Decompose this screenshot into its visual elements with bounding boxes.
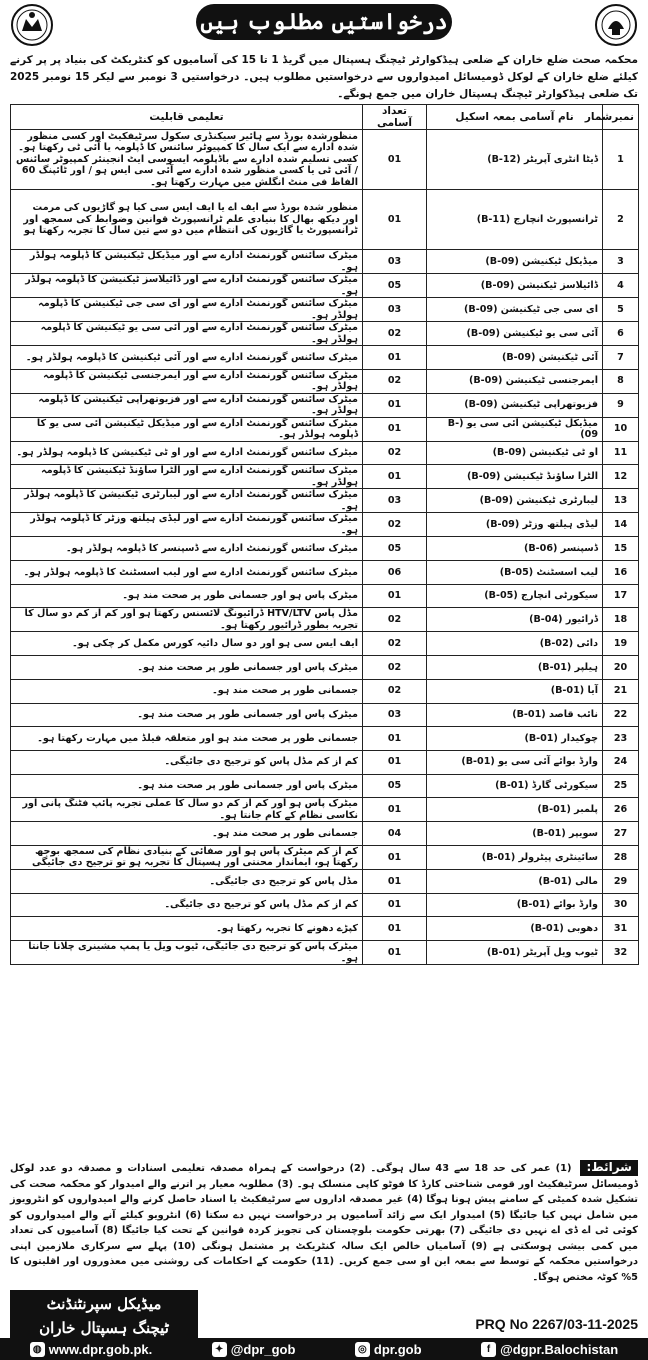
row-qualification: میٹرک پاس اور جسمانی طور پر صحت مند ہو۔ bbox=[11, 774, 363, 798]
row-serial: 21 bbox=[603, 679, 639, 703]
row-post-name: آئی ٹیکنیشن (B-09) bbox=[427, 346, 603, 370]
table-row bbox=[11, 346, 639, 370]
row-serial: 18 bbox=[603, 608, 639, 632]
table-row bbox=[11, 750, 639, 774]
table-row bbox=[11, 584, 639, 608]
row-post-name: دائی (B-02) bbox=[427, 632, 603, 656]
social-instagram-text: dpr.gob bbox=[373, 1341, 422, 1357]
table-row bbox=[11, 190, 639, 250]
row-qualification: میٹرک سائنس گورنمنٹ ادارے سے اور ڈائیلاسز ٹیکنیشن کا ڈپلومہ ہولڈر ہو۔ bbox=[11, 274, 363, 298]
row-serial: 20 bbox=[603, 656, 639, 680]
row-post-count: 01 bbox=[363, 869, 427, 893]
header-serial: نمبرشمار bbox=[603, 105, 639, 130]
row-post-count: 01 bbox=[363, 917, 427, 941]
table-row bbox=[11, 130, 639, 190]
row-post-count: 03 bbox=[363, 703, 427, 727]
row-qualification: میٹرک سائنس گورنمنٹ ادارے سے اور لیڈی ہیلتھ وزٹر کا ڈپلومہ ہولڈر ہو۔ bbox=[11, 513, 363, 537]
header-qualification: تعلیمی قابلیت bbox=[11, 105, 363, 130]
row-qualification: جسمانی طور پر صحت مند ہو اور متعلقہ فیلڈ میں مہارت رکھتا ہو۔ bbox=[11, 727, 363, 751]
row-post-name: سیکورٹی گارڈ (B-01) bbox=[427, 774, 603, 798]
row-post-name: سویپر (B-01) bbox=[427, 822, 603, 846]
row-post-name: ٹرانسپورٹ انچارج (B-11) bbox=[427, 190, 603, 250]
row-serial: 24 bbox=[603, 750, 639, 774]
table-row bbox=[11, 703, 639, 727]
row-post-name: ڈیٹا انٹری آپریٹر (B-12) bbox=[427, 130, 603, 190]
row-serial: 30 bbox=[603, 893, 639, 917]
row-qualification: میٹرک پاس ہو اور کم از کم دو سال کا عملی تجربہ پائپ فٹنگ پانی اور نکاسی نظام کے کام جانتا ہو۔ bbox=[11, 798, 363, 822]
table-row bbox=[11, 322, 639, 346]
row-qualification: میٹرک سائنس گورنمنٹ ادارے سے اور ای سی جی ٹیکنیشن کا ڈپلومہ ہولڈر ہو۔ bbox=[11, 298, 363, 322]
row-post-count: 04 bbox=[363, 822, 427, 846]
table-row bbox=[11, 893, 639, 917]
row-post-name: چوکیدار (B-01) bbox=[427, 727, 603, 751]
row-serial: 2 bbox=[603, 190, 639, 250]
row-serial: 19 bbox=[603, 632, 639, 656]
row-post-name: لیب اسسٹنٹ (B-05) bbox=[427, 561, 603, 585]
row-post-name: وارڈ بوائے (B-01) bbox=[427, 893, 603, 917]
row-post-count: 01 bbox=[363, 417, 427, 441]
facebook-icon: f bbox=[481, 1342, 496, 1357]
row-serial: 16 bbox=[603, 561, 639, 585]
social-instagram[interactable] bbox=[355, 1342, 422, 1357]
row-qualification: کم از کم میٹرک پاس ہو اور صفائی کے بنیادی نظام کی سمجھ بوجھ رکھتا ہو، ایماندار محنتی اور ہسپتال کا تجربہ ہو تو ترجیح دی جائیگی bbox=[11, 845, 363, 869]
page-title: درخواستیں مطلوب ہیں bbox=[196, 4, 452, 40]
row-serial: 10 bbox=[603, 417, 639, 441]
header-post-name: نام آسامی بمعہ اسکیل bbox=[427, 105, 603, 130]
social-bar bbox=[0, 1338, 648, 1360]
row-qualification: میٹرک پاس اور جسمانی طور پر صحت مند ہو۔ bbox=[11, 703, 363, 727]
balochistan-emblem-icon bbox=[10, 3, 54, 47]
row-serial: 29 bbox=[603, 869, 639, 893]
row-serial: 32 bbox=[603, 941, 639, 965]
row-qualification: کم از کم مڈل پاس کو ترجیح دی جائیگی۔ bbox=[11, 893, 363, 917]
row-post-name: لیڈی ہیلتھ وزٹر (B-09) bbox=[427, 513, 603, 537]
row-post-name: سائینٹری پیٹرولر (B-01) bbox=[427, 845, 603, 869]
row-serial: 7 bbox=[603, 346, 639, 370]
social-twitter-text: @dpr_gob bbox=[230, 1341, 296, 1357]
row-qualification: میٹرک سائنس گورنمنٹ ادارے سے اور آئی ٹیکنیشن کا ڈپلومہ ہولڈر ہو۔ bbox=[11, 346, 363, 370]
row-serial: 13 bbox=[603, 489, 639, 513]
table-row bbox=[11, 941, 639, 965]
row-qualification: میٹرک سائنس گورنمنٹ ادارے سے اور الٹرا ساؤنڈ ٹیکنیشن کا ڈپلومہ ہولڈر ہو۔ bbox=[11, 465, 363, 489]
row-qualification: کم از کم مڈل پاس کو ترجیح دی جائیگی۔ bbox=[11, 750, 363, 774]
globe-icon: ◍ bbox=[30, 1342, 45, 1357]
row-post-count: 05 bbox=[363, 274, 427, 298]
row-serial: 4 bbox=[603, 274, 639, 298]
row-post-name: آئی سی یو ٹیکنیشن (B-09) bbox=[427, 322, 603, 346]
table-row bbox=[11, 369, 639, 393]
table-row bbox=[11, 632, 639, 656]
table-row bbox=[11, 917, 639, 941]
row-qualification: میٹرک پاس ہو اور جسمانی طور پر صحت مند ہو۔ bbox=[11, 584, 363, 608]
row-serial: 15 bbox=[603, 537, 639, 561]
row-qualification: مڈل پاس کو ترجیح دی جائیگی۔ bbox=[11, 869, 363, 893]
row-post-name: فزیوتھراپی ٹیکنیشن (B-09) bbox=[427, 393, 603, 417]
social-twitter[interactable] bbox=[212, 1342, 296, 1357]
health-department-emblem-icon bbox=[594, 3, 638, 47]
row-post-name: لیبارٹری ٹیکنیشن (B-09) bbox=[427, 489, 603, 513]
row-serial: 17 bbox=[603, 584, 639, 608]
row-serial: 8 bbox=[603, 369, 639, 393]
row-serial: 11 bbox=[603, 441, 639, 465]
intro-text: محکمہ صحت ضلع خاران کے ضلعی ہیڈکوارٹر ٹیچنگ ہسپتال میں گریڈ 1 تا 15 کی آسامیوں کو کنٹریکٹ کی بنیاد پر پر کرنے کیلئے ضلع خاران کے لوکل ڈومیسائل امیدواروں سے درخواستیں مطلوب ہیں۔ درخواستیں 3 نومبر سے لیکر 15 نومبر 2025 تک ضلعی ہیڈکوارٹر ٹیچنگ ہسپتال خاران میں جمع ہونگے۔ bbox=[10, 54, 639, 100]
row-qualification: مڈل پاس HTV/LTV ڈرائیونگ لائسنس رکھتا ہو اور کم از کم دو سال کا تجربہ بطور ڈرائیور رکھتا ہو۔ bbox=[11, 608, 363, 632]
row-post-count: 06 bbox=[363, 561, 427, 585]
table-row bbox=[11, 417, 639, 441]
row-post-count: 02 bbox=[363, 679, 427, 703]
row-serial: 1 bbox=[603, 130, 639, 190]
row-post-count: 02 bbox=[363, 322, 427, 346]
row-post-name: او ٹی ٹیکنیشن (B-09) bbox=[427, 441, 603, 465]
row-serial: 14 bbox=[603, 513, 639, 537]
row-qualification: میٹرک سائنس گورنمنٹ ادارے سے اور میڈیکل ٹیکنیشن کا ڈپلومہ ہولڈر ہو۔ bbox=[11, 250, 363, 274]
row-post-count: 01 bbox=[363, 393, 427, 417]
row-serial: 27 bbox=[603, 822, 639, 846]
table-row bbox=[11, 774, 639, 798]
row-post-count: 01 bbox=[363, 845, 427, 869]
row-post-count: 03 bbox=[363, 489, 427, 513]
table-row bbox=[11, 727, 639, 751]
row-post-count: 02 bbox=[363, 369, 427, 393]
conditions bbox=[10, 1160, 638, 1285]
row-qualification: میٹرک سائنس گورنمنٹ ادارے سے اور فزیوتھراپی ٹیکنیشن کا ڈپلومہ ہولڈر ہو۔ bbox=[11, 393, 363, 417]
table-row bbox=[11, 608, 639, 632]
row-post-count: 03 bbox=[363, 250, 427, 274]
twitter-icon: ✦ bbox=[212, 1342, 227, 1357]
row-qualification: ایف ایس سی ہو اور دو سال دائیہ کورس مکمل کر چکی ہو۔ bbox=[11, 632, 363, 656]
table-row bbox=[11, 679, 639, 703]
row-serial: 5 bbox=[603, 298, 639, 322]
social-facebook-text: @dgpr.Balochistan bbox=[500, 1341, 619, 1357]
row-post-name: سیکورٹی انچارج (B-05) bbox=[427, 584, 603, 608]
table-row bbox=[11, 822, 639, 846]
row-post-name: وارڈ بوائے آئی سی یو (B-01) bbox=[427, 750, 603, 774]
row-post-count: 01 bbox=[363, 465, 427, 489]
row-qualification: میٹرک سائنس گورنمنٹ ادارے سے اور لیبارٹری ٹیکنیشن کا ڈپلومہ ہولڈر ہو۔ bbox=[11, 489, 363, 513]
row-post-count: 02 bbox=[363, 656, 427, 680]
row-serial: 23 bbox=[603, 727, 639, 751]
issuing-office bbox=[10, 1290, 198, 1342]
row-qualification: میٹرک سائنس گورنمنٹ ادارے سے اور ایمرجنسی ٹیکنیشن کا ڈپلومہ ہولڈر ہو۔ bbox=[11, 369, 363, 393]
row-qualification: جسمانی طور پر صحت مند ہو۔ bbox=[11, 679, 363, 703]
row-qualification: میٹرک پاس اور جسمانی طور پر صحت مند ہو۔ bbox=[11, 656, 363, 680]
row-post-count: 01 bbox=[363, 190, 427, 250]
posts-table bbox=[10, 104, 639, 965]
header bbox=[0, 0, 648, 48]
row-serial: 3 bbox=[603, 250, 639, 274]
row-post-count: 02 bbox=[363, 513, 427, 537]
social-website[interactable] bbox=[30, 1342, 153, 1357]
row-qualification: منظورشدہ بورڈ سے ہائیر سیکنڈری سکول سرٹیفکیٹ اور کسی منظور شدہ ادارے سے ایک سال کا کمپیوٹر سائنس کا ڈپلومہ یا آئی ٹی رکھتا ہو۔ کسی تسلیم شدہ ادارے سے باڈپلومہ ایسوسی ایٹ انجینئر کمپیوٹر سائنس / آئی ٹی یا کسی منظور شدہ ادارے سے آئی سی ایس ہو / اور ٹائپنگ 60 الفاظ فی منٹ انگلش میں مہارت رکھتا ہو۔ bbox=[11, 130, 363, 190]
office-line-1: میڈیکل سپرنٹنڈنٹ bbox=[46, 1295, 162, 1313]
row-qualification: میٹرک پاس کو ترجیح دی جائیگی، ٹیوب ویل یا پمپ مشینری چلانا جانتا ہو۔ bbox=[11, 941, 363, 965]
row-post-name: ڈائیلاسز ٹیکنیشن (B-09) bbox=[427, 274, 603, 298]
table-row bbox=[11, 250, 639, 274]
row-post-count: 05 bbox=[363, 774, 427, 798]
row-post-count: 01 bbox=[363, 727, 427, 751]
row-post-count: 01 bbox=[363, 798, 427, 822]
row-post-name: میڈیکل ٹیکنیشن آئی سی یو (B-09) bbox=[427, 417, 603, 441]
table-row bbox=[11, 274, 639, 298]
row-post-name: ڈرائیور (B-04) bbox=[427, 608, 603, 632]
row-serial: 26 bbox=[603, 798, 639, 822]
table-header-row bbox=[11, 105, 639, 130]
table-row bbox=[11, 537, 639, 561]
row-qualification: میٹرک سائنس گورنمنٹ ادارے سے اور او ٹی ٹیکنیشن کا ڈپلومہ ہولڈر ہو۔ bbox=[11, 441, 363, 465]
row-post-count: 02 bbox=[363, 608, 427, 632]
row-post-count: 01 bbox=[363, 941, 427, 965]
row-qualification: کپڑے دھونے کا تجربہ رکھتا ہو۔ bbox=[11, 917, 363, 941]
table-row bbox=[11, 869, 639, 893]
row-post-count: 02 bbox=[363, 632, 427, 656]
row-serial: 12 bbox=[603, 465, 639, 489]
instagram-icon: ◎ bbox=[355, 1342, 370, 1357]
row-post-count: 01 bbox=[363, 346, 427, 370]
row-post-count: 01 bbox=[363, 130, 427, 190]
table-row bbox=[11, 441, 639, 465]
social-website-text: www.dpr.gob.pk. bbox=[48, 1341, 153, 1357]
row-qualification: میٹرک سائنس گورنمنٹ ادارے سے ڈسپنسر کا ڈپلومہ ہولڈر ہو۔ bbox=[11, 537, 363, 561]
social-facebook[interactable] bbox=[481, 1342, 618, 1357]
row-serial: 22 bbox=[603, 703, 639, 727]
table-row bbox=[11, 298, 639, 322]
row-post-name: ایمرجنسی ٹیکنیشن (B-09) bbox=[427, 369, 603, 393]
row-post-count: 02 bbox=[363, 441, 427, 465]
row-post-count: 05 bbox=[363, 537, 427, 561]
row-post-name: الٹرا ساؤنڈ ٹیکنیشن (B-09) bbox=[427, 465, 603, 489]
row-post-name: ڈسپنسر (B-06) bbox=[427, 537, 603, 561]
table-row bbox=[11, 465, 639, 489]
row-post-name: نائب قاصد (B-01) bbox=[427, 703, 603, 727]
row-post-name: ای سی جی ٹیکنیشن (B-09) bbox=[427, 298, 603, 322]
header-post-count: تعداد آسامی bbox=[363, 105, 427, 130]
row-qualification: منظور شدہ بورڈ سے ایف اے یا ایف ایس سی کیا ہو گاڑیوں کی مرمت اور دیکھ بھال کا بنیادی علم ٹرانسپورٹ قوانین وضوابط کی سمجھ اور ٹرانسپورٹ یا گاڑیوں کی انتظام میں دو سے تین سال کا تجربہ رکھتا ہو bbox=[11, 190, 363, 250]
row-post-count: 01 bbox=[363, 893, 427, 917]
row-post-count: 01 bbox=[363, 750, 427, 774]
row-serial: 28 bbox=[603, 845, 639, 869]
prq-number: PRQ No 2267/03-11-2025 bbox=[475, 1316, 638, 1332]
conditions-text: (1) عمر کی حد 18 سے 43 سال ہوگی۔ (2) درخواست کے ہمراہ مصدقہ تعلیمی اسنادات و مصدقہ دو عدد لوکل ڈومیسائل سرٹیفکیٹ اور قومی شناختی کارڈ کا فوٹو کاپی منسلک ہو۔ (3) مطلوبہ معیار پر اترنے والے امیدوار کو محکمہ صحت کی تشکیل شدہ کمیٹی کے سامنے پیش ہونا ہوگا (4) غیر مصدقہ اداروں سے سرٹیفکیٹ یا اسناد حاصل کرنے والے امیدواروں کو انٹرویوز میں شامل نہیں کیا جائیگا (5) امیدوار ایک سے زائد آسامیوں پر درخواست نہیں دے سکتا (6) انٹرویو کیلئے آنے والے امیدواروں کو کوئی ٹی اے ڈی اے نہیں دی جائیگی (7) بھرتی حکومت بلوچستان کی تجویز کردہ قوانین کے تحت کیا جائیگا (8) آسامیوں کی تعداد میں کمی بیشی ہوسکتی ہے (9) آسامیاں خالص ایک سالہ کنٹریکٹ پر مشتمل ہونگی (10) پہلے سے سرکاری ملازمین اپنی درخواستیں محکمہ کے توسط سے بمعہ این او سی جمع کریں۔ (11) حکومت کے احکامات کی روشنی میں معذوروں اور اقلیتوں کا 5% کوٹہ مختص ہوگا۔ bbox=[10, 1163, 639, 1283]
row-serial: 6 bbox=[603, 322, 639, 346]
table-row bbox=[11, 489, 639, 513]
row-serial: 9 bbox=[603, 393, 639, 417]
table-row bbox=[11, 561, 639, 585]
row-post-name: میڈیکل ٹیکنیشن (B-09) bbox=[427, 250, 603, 274]
row-post-name: ہیلپر (B-01) bbox=[427, 656, 603, 680]
row-post-name: پلمبر (B-01) bbox=[427, 798, 603, 822]
conditions-label: شرائط: bbox=[580, 1160, 638, 1176]
row-post-count: 03 bbox=[363, 298, 427, 322]
row-serial: 25 bbox=[603, 774, 639, 798]
row-qualification: جسمانی طور پر صحت مند ہو۔ bbox=[11, 822, 363, 846]
row-qualification: میٹرک سائنس گورنمنٹ ادارے سے اور میڈیکل ٹیکنیشن آئی سی یو کا ڈپلومہ ہولڈر ہو۔ bbox=[11, 417, 363, 441]
row-post-name: آیا (B-01) bbox=[427, 679, 603, 703]
row-post-count: 01 bbox=[363, 584, 427, 608]
row-post-name: ٹیوب ویل آپریٹر (B-01) bbox=[427, 941, 603, 965]
table-row bbox=[11, 656, 639, 680]
table-row bbox=[11, 513, 639, 537]
table-row bbox=[11, 798, 639, 822]
row-post-name: مالی (B-01) bbox=[427, 869, 603, 893]
row-qualification: میٹرک سائنس گورنمنٹ ادارے سے اور آئی سی یو ٹیکنیشن کا ڈپلومہ ہولڈر ہو۔ bbox=[11, 322, 363, 346]
table-row bbox=[11, 393, 639, 417]
row-serial: 31 bbox=[603, 917, 639, 941]
row-post-name: دھوبی (B-01) bbox=[427, 917, 603, 941]
row-qualification: میٹرک سائنس گورنمنٹ ادارے سے اور لیب اسسٹنٹ کا ڈپلومہ ہولڈر ہو۔ bbox=[11, 561, 363, 585]
table-row bbox=[11, 845, 639, 869]
office-line-2: ٹیچنگ ہسپتال خاران bbox=[39, 1319, 169, 1337]
